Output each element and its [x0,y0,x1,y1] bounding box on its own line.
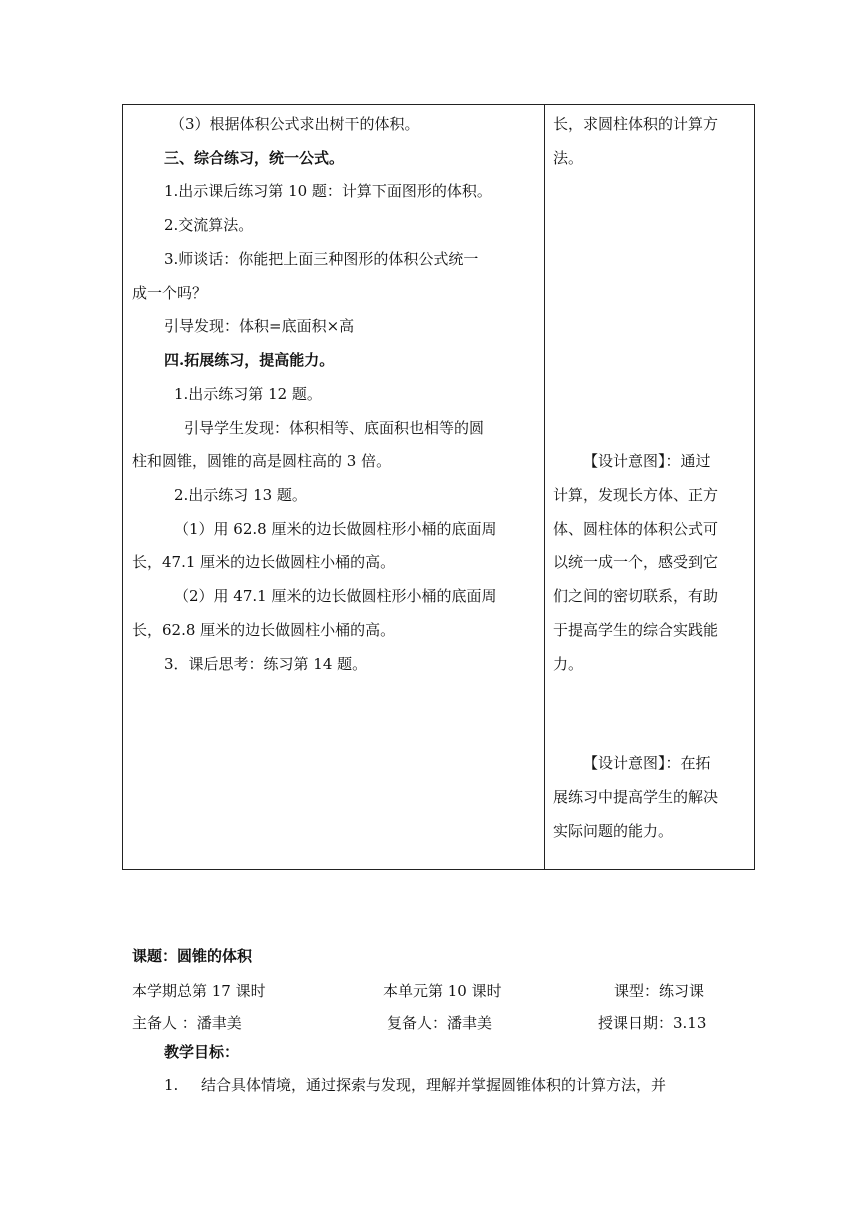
table-left-line: 1.出示练习第 12 题。 [174,385,322,403]
table-left-line: 3．课后思考：练习第 14 题。 [164,655,368,673]
table-right-line: 力。 [553,655,584,673]
table-right-line: 法。 [553,149,584,167]
section-heading: 三、综合练习，统一公式。 [164,149,345,167]
table-left-line: 2.出示练习 13 题。 [174,486,307,504]
table-right-line: 以统一成一个，感受到它 [553,553,719,571]
table-left-line: 长，47.1 厘米的边长做圆柱小桶的高。 [132,553,396,571]
lesson-title: 课题：圆锥的体积 [132,947,253,965]
table-right-line: 实际问题的能力。 [553,822,674,840]
table-left-line: 1.出示课后练习第 10 题：计算下面图形的体积。 [164,182,492,200]
table-left-line: 2.交流算法。 [164,216,254,234]
objective-text: 结合具体情境，通过探索与发现，理解并掌握圆锥体积的计算方法，并 [201,1076,667,1094]
section-heading: 四.拓展练习，提高能力。 [164,351,335,369]
objective-number: 1. [164,1076,179,1094]
design-intent-label: 【设计意图】：通过 [583,452,711,470]
main-preparer: 主备人 ：潘聿美 [132,1014,242,1032]
lesson-type: 课型：练习课 [614,982,705,1000]
table-right-line: 长，求圆柱体积的计算方 [553,115,719,133]
table-left-line: （1）用 62.8 厘米的边长做圆柱形小桶的底面周 [174,520,497,538]
design-intent-label: 【设计意图】：在拓 [583,754,711,772]
table-left-line: 成一个吗？ [132,284,208,302]
table-right-line: 们之间的密切联系，有助 [553,587,719,605]
table-right-line: 计算，发现长方体、正方 [553,486,719,504]
table-left-line: 柱和圆锥，圆锥的高是圆柱高的 3 倍。 [132,452,392,470]
semester-period: 本学期总第 17 课时 [132,982,266,1000]
table-left-line: （2）用 47.1 厘米的边长做圆柱形小桶的底面周 [174,587,497,605]
table-right-line: 展练习中提高学生的解决 [553,788,719,806]
lesson-date: 授课日期：3.13 [598,1014,707,1032]
objectives-heading: 教学目标： [164,1043,240,1061]
table-right-line: 体、圆柱体的体积公式可 [553,520,719,538]
table-left-line: （3）根据体积公式求出树干的体积。 [170,115,420,133]
table-left-line: 引导发现：体积=底面积×高 [164,317,355,335]
table-right-line: 于提高学生的综合实践能 [553,621,719,639]
table-left-line: 3.师谈话：你能把上面三种图形的体积公式统一 [164,250,479,268]
unit-period: 本单元第 10 课时 [383,982,502,1000]
table-column-divider [544,104,545,870]
table-left-line: 引导学生发现：体积相等、底面积也相等的圆 [184,419,485,437]
co-preparer: 复备人：潘聿美 [387,1014,493,1032]
table-left-line: 长，62.8 厘米的边长做圆柱小桶的高。 [132,621,396,639]
